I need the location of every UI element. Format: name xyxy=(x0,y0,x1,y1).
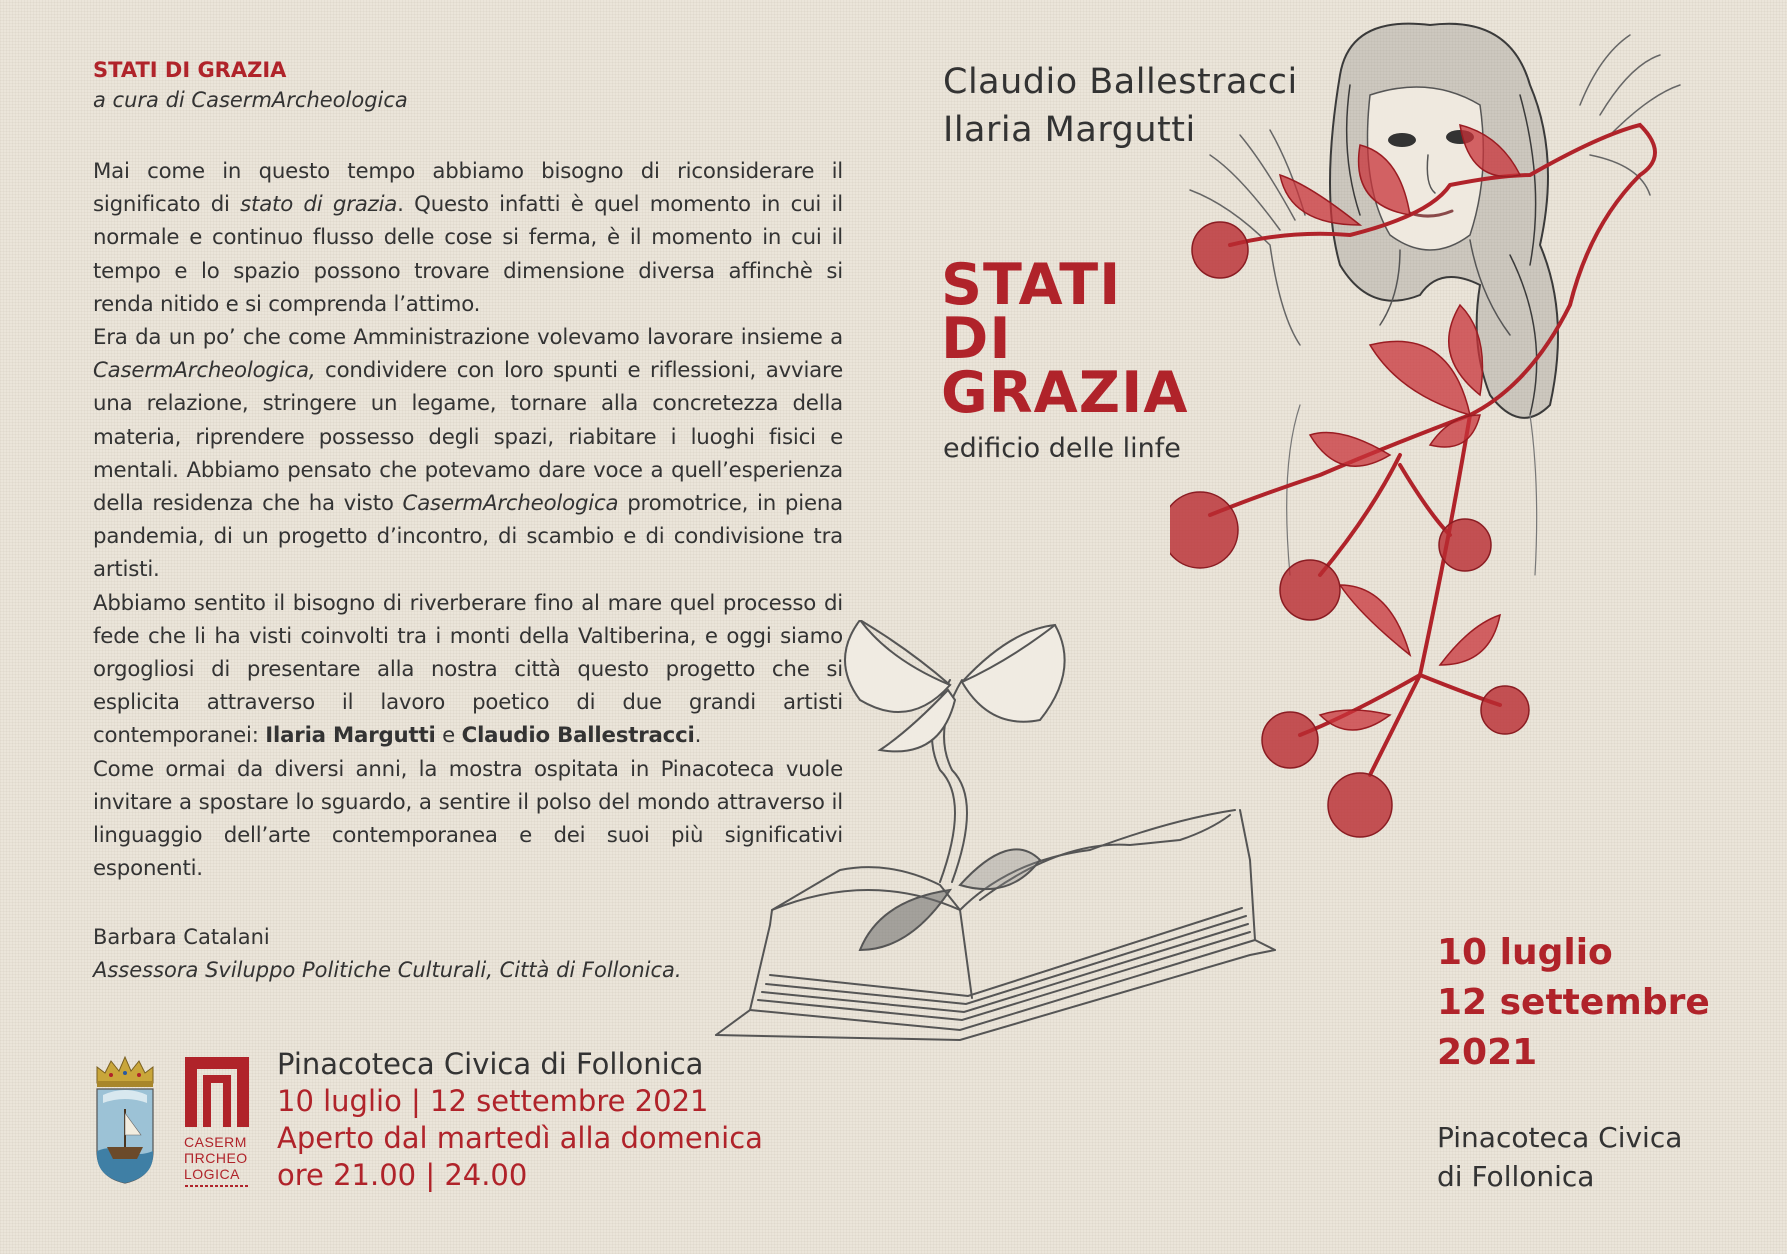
signature-role: Assessora Sviluppo Politiche Culturali, Città di Follonica. xyxy=(93,958,682,983)
text-run: Ilaria Margutti xyxy=(265,723,436,749)
title-line: DI xyxy=(941,306,1012,372)
intro-paragraph xyxy=(93,155,843,321)
artist-names xyxy=(943,58,1298,154)
text-run: Mai come in questo tempo abbiamo bisogno di riconsiderare il significato di xyxy=(93,159,843,218)
title-line: GRAZIA xyxy=(941,360,1189,426)
casermarcheologica-logo-icon xyxy=(183,1055,253,1190)
coat-of-arms-icon xyxy=(93,1055,157,1185)
text-run: condividere con loro spunti e riflessioni, avviare una relazione, stringere un legame, tornare alla concretezza della materia, riprendere possesso degli spazi, riabitare i luoghi fisici e mentali. Abbiamo pensato che potevamo dare voce a quell’esperienza della residenza che ha visto xyxy=(93,358,843,517)
text-run: Claudio Ballestracci xyxy=(461,723,695,749)
event-opening-days: Aperto dal martedì alla domenica xyxy=(277,1121,763,1155)
logo-line-3: LOGICA xyxy=(184,1166,240,1182)
place-line: Pinacoteca Civica xyxy=(1437,1121,1683,1154)
artist-name: Claudio Ballestracci xyxy=(943,62,1298,102)
text-run: e xyxy=(435,723,462,749)
event-info xyxy=(277,1046,763,1194)
logo-line-2: ΠRCHEO xyxy=(184,1150,248,1166)
intro-paragraph xyxy=(93,321,843,587)
text-run: Era da un po’ che come Amministrazione volevamo lavorare insieme a xyxy=(93,325,843,351)
exhibition-place xyxy=(1437,1118,1682,1196)
text-run: . Questo infatti è quel momento in cui il normale e continuo flusso delle cose si ferma, è il momento in cui il tempo e lo spazio possono trovare dimensione diversa affinchè si renda nitido e si comprenda l’attimo. xyxy=(93,192,843,317)
date-line: 12 settembre xyxy=(1437,982,1710,1023)
exhibition-dates xyxy=(1437,928,1710,1078)
text-run: promotrice, in piena pandemia, di un progetto d’incontro, di scambio e di condivisione tra artisti. xyxy=(93,491,844,583)
title-line: STATI xyxy=(941,252,1122,318)
place-line: di Follonica xyxy=(1437,1160,1595,1193)
text-run: stato di grazia xyxy=(240,192,398,218)
event-venue: Pinacoteca Civica di Follonica xyxy=(277,1047,704,1081)
text-run: . xyxy=(694,723,702,749)
text-run: CasermArcheologica xyxy=(402,491,619,517)
exhibition-title xyxy=(941,252,1189,426)
text-run: Abbiamo sentito il bisogno di riverberare fino al mare quel processo di fede che li ha visti coinvolti tra i monti della Valtiberina, e oggi siamo orgogliosi di presentare alla nostra città questo progetto che si esplicita attraverso il lavoro poetico di due grandi artisti contemporanei: xyxy=(93,590,843,749)
text-run: CasermArcheologica, xyxy=(93,358,316,384)
event-hours: ore 21.00 | 24.00 xyxy=(277,1158,528,1192)
artist-name: Ilaria Margutti xyxy=(943,110,1196,150)
date-line: 2021 xyxy=(1437,1032,1538,1073)
intro-curator: a cura di CasermArcheologica xyxy=(93,88,408,112)
signature-name: Barbara Catalani xyxy=(93,925,270,950)
text-run: Come ormai da diversi anni, la mostra ospitata in Pinacoteca vuole invitare a spostare lo sguardo, a sentire il polso del mondo attraverso il linguaggio dell’arte contemporanea e dei suoi più significativi esponenti. xyxy=(93,756,843,882)
intro-title: STATI DI GRAZIA xyxy=(93,58,287,82)
event-dates: 10 luglio | 12 settembre 2021 xyxy=(277,1084,709,1118)
logo-line-1: CASERM xyxy=(184,1134,247,1150)
exhibition-subtitle: edificio delle linfe xyxy=(943,433,1181,464)
date-line: 10 luglio xyxy=(1437,932,1613,973)
